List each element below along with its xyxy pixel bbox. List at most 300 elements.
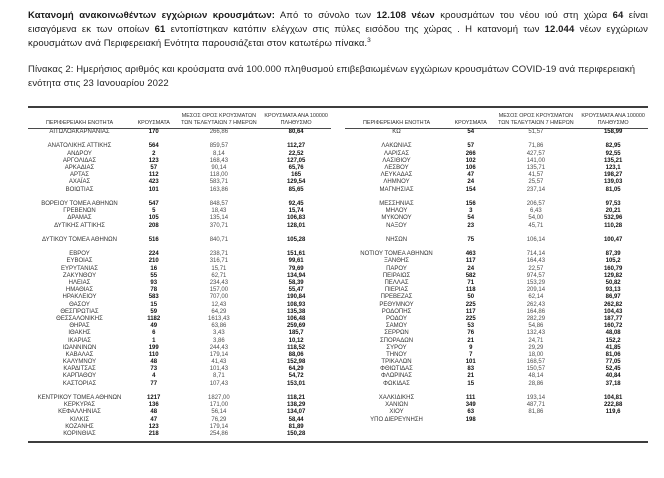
cell-per100k: 54,72 [288, 373, 304, 380]
cell-region: ΡΟΔΟΥ [386, 315, 407, 322]
cell-cases: 83 [467, 366, 475, 373]
cell-region: ΛΑΚΩΝΙΑΣ [381, 143, 412, 150]
cell-region: ΞΑΝΘΗΣ [384, 258, 409, 265]
cell-cases: 123 [148, 423, 159, 430]
cell-cases: 583 [148, 294, 159, 301]
cell-per100k: 108,93 [286, 301, 306, 308]
cell-avg7: 41,43 [211, 359, 227, 366]
cell-avg7: 81,86 [528, 409, 544, 416]
cell-region: ΛΑΣΙΘΙΟΥ [382, 157, 411, 164]
table-row [345, 309, 648, 316]
cell-per100k: 119,6 [605, 409, 621, 416]
table-row [345, 258, 648, 265]
cell-cases: 199 [148, 344, 159, 351]
cell-per100k: 222,88 [603, 402, 623, 409]
cases-table [28, 106, 648, 443]
cell-cases: 1 [152, 337, 156, 344]
cell-avg7: 101,43 [209, 366, 229, 373]
table-header-left [28, 110, 331, 129]
cell-region: ΣΕΡΡΩΝ [384, 330, 409, 337]
cell-avg7: 25,57 [528, 179, 544, 186]
cell-per100k: 65,76 [288, 165, 304, 172]
cell-avg7: 168,57 [526, 359, 546, 366]
cell-per100k: 106,48 [286, 315, 306, 322]
table-row [345, 179, 648, 186]
table-row [345, 345, 648, 352]
cell-cases: 1182 [147, 315, 161, 322]
cell-cases: 53 [467, 323, 475, 330]
table-row [28, 208, 331, 215]
cell-avg7: 18,43 [211, 208, 227, 215]
group-separator [345, 244, 648, 251]
cell-region: ΤΗΝΟΥ [386, 351, 407, 358]
cell-region: ΝΟΤΙΟΥ ΤΟΜΕΑ ΑΘΗΝΩΝ [360, 251, 433, 258]
table-row [28, 258, 331, 265]
table-row [28, 395, 331, 402]
cell-cases: 47 [467, 172, 475, 179]
cell-per100k: 135,38 [286, 308, 306, 315]
cell-cases: 349 [465, 402, 476, 409]
cell-per100k: 81,05 [605, 186, 621, 193]
cell-avg7: 118,00 [209, 172, 228, 179]
cell-region: ΣΑΜΟΥ [385, 323, 408, 330]
cell-cases: 564 [148, 143, 159, 150]
cell-region: ΜΕΣΣΗΝΙΑΣ [379, 200, 414, 207]
cell-avg7: 163,86 [209, 186, 229, 193]
cell-per100k: 152,2 [605, 337, 621, 344]
cell-avg7: 62,14 [528, 294, 544, 301]
cell-avg7: 3,86 [213, 337, 225, 344]
table-row [28, 309, 331, 316]
cell-region: ΠΙΕΡΙΑΣ [384, 287, 409, 294]
cell-avg7: 54,00 [528, 215, 544, 222]
cell-region: ΣΥΡΟΥ [386, 344, 407, 351]
table-row [28, 359, 331, 366]
cell-region: ΗΡΑΚΛΕΙΟΥ [62, 294, 97, 301]
cell-per100k: 134,94 [286, 272, 306, 279]
cell-avg7: 1613,43 [208, 315, 230, 322]
cell-per100k: 20,21 [605, 208, 621, 215]
cell-avg7: 64,29 [211, 308, 227, 315]
cell-per100k: 153,01 [286, 380, 306, 387]
table-row [345, 352, 648, 359]
cell-region: ΙΩΑΝΝΙΝΩΝ [62, 344, 97, 351]
cell-avg7: 28,86 [528, 380, 544, 387]
table-row [28, 417, 331, 424]
cell-avg7: 171,00 [209, 402, 229, 409]
table-row [345, 337, 648, 344]
table-row [28, 215, 331, 222]
cell-per100k: 10,12 [288, 337, 304, 344]
cell-per100k: 150,28 [286, 430, 306, 437]
cell-per100k: 58,44 [288, 416, 304, 423]
cell-avg7: 266,86 [209, 129, 229, 136]
cell-per100k: 93,13 [605, 287, 621, 294]
cell-per100k: 41,85 [605, 344, 621, 351]
cell-per100k: 104,43 [603, 308, 623, 315]
cell-avg7: 168,43 [209, 157, 229, 164]
cell-avg7: 54,86 [528, 323, 544, 330]
cell-region: ΑΝΔΡΟΥ [67, 150, 92, 157]
cell-avg7: 254,86 [209, 430, 229, 437]
cell-per100k: 97,53 [605, 200, 621, 207]
table-row [28, 366, 331, 373]
cell-region: ΙΚΑΡΙΑΣ [67, 337, 92, 344]
cell-cases: 154 [465, 186, 476, 193]
cell-avg7: 237,14 [526, 186, 546, 193]
cell-per100k: 80,64 [288, 129, 304, 136]
table-row [345, 237, 648, 244]
cell-avg7: 848,57 [209, 200, 229, 207]
cell-avg7: 8,71 [213, 373, 225, 380]
cell-per100k: 198,27 [603, 172, 623, 179]
cell-region: ΚΙΛΚΙΣ [69, 416, 90, 423]
table-row [28, 280, 331, 287]
cell-region: ΘΕΣΣΑΛΟΝΙΚΗΣ [56, 315, 103, 322]
cell-region: ΚΑΣΤΟΡΙΑΣ [62, 380, 97, 387]
cell-cases: 57 [150, 165, 158, 172]
cell-avg7: 48,14 [528, 373, 544, 380]
cell-region: ΚΩ [392, 129, 401, 136]
cell-avg7: 179,14 [209, 351, 229, 358]
column-header-cases: ΚΡΟΥΣΜΑΤΑ [454, 119, 487, 126]
cell-cases: 73 [150, 366, 158, 373]
cell-cases: 423 [148, 179, 159, 186]
table-header-right [345, 110, 648, 129]
cell-cases: 112 [148, 172, 159, 179]
cell-region: ΧΑΝΙΩΝ [385, 402, 408, 409]
cell-region: ΚΑΡΠΑΘΟΥ [62, 373, 97, 380]
cell-region: ΠΑΡΟΥ [386, 265, 407, 272]
cell-region: ΒΟΙΩΤΙΑΣ [65, 186, 94, 193]
cell-avg7: 238,71 [209, 251, 229, 258]
cell-cases: 75 [467, 236, 475, 243]
cell-cases: 117 [465, 258, 476, 265]
cell-per100k: 151,61 [286, 251, 306, 258]
cell-per100k: 160,72 [603, 323, 623, 330]
cell-cases: 23 [467, 222, 475, 229]
cell-region: ΕΥΡΥΤΑΝΙΑΣ [61, 265, 98, 272]
table-row [345, 316, 648, 323]
cell-avg7: 135,71 [526, 165, 546, 172]
cell-cases: 117 [465, 308, 476, 315]
table-row [28, 151, 331, 158]
cell-region: ΚΟΖΑΝΗΣ [65, 423, 94, 430]
cell-per100k: 64,29 [288, 366, 304, 373]
cell-avg7: 153,29 [526, 280, 546, 287]
cell-region: ΛΕΣΒΟΥ [384, 165, 409, 172]
cell-per100k: 40,84 [605, 373, 621, 380]
cell-region: ΡΕΘΥΜΝΟΥ [379, 301, 414, 308]
table-row [28, 302, 331, 309]
cell-avg7: 244,43 [209, 344, 229, 351]
table-row [345, 302, 648, 309]
cell-region: ΦΘΙΩΤΙΔΑΣ [380, 366, 413, 373]
cell-per100k: 139,03 [603, 179, 623, 186]
cell-per100k: 134,07 [286, 409, 306, 416]
table-row [28, 409, 331, 416]
table-row [28, 273, 331, 280]
cell-avg7: 76,29 [211, 416, 227, 423]
cell-avg7: 262,43 [526, 301, 546, 308]
cell-region: ΜΗΛΟΥ [385, 208, 408, 215]
cell-per100k: 138,29 [286, 402, 306, 409]
cell-region: ΚΑΡΔΙΤΣΑΣ [63, 366, 96, 373]
table-row [28, 330, 331, 337]
cell-cases: 582 [465, 272, 476, 279]
group-separator [28, 194, 331, 201]
cell-per100k: 532,96 [603, 215, 623, 222]
cell-cases: 102 [465, 157, 476, 164]
group-separator [345, 194, 648, 201]
table-row [345, 273, 648, 280]
cell-cases: 57 [467, 143, 475, 150]
cell-avg7: 6,43 [530, 208, 542, 215]
cell-avg7: 18,00 [528, 351, 544, 358]
cell-cases: 106 [465, 165, 476, 172]
cell-per100k: 92,45 [288, 200, 304, 207]
table-row [345, 395, 648, 402]
table-row [28, 323, 331, 330]
cell-per100k: 48,08 [605, 330, 621, 337]
cell-cases: 76 [467, 330, 475, 337]
cell-avg7: 15,71 [211, 265, 227, 272]
cell-cases: 105 [148, 215, 159, 222]
cell-per100k: 106,83 [286, 215, 306, 222]
cell-cases: 54 [467, 215, 475, 222]
cell-cases: 111 [466, 395, 476, 402]
cell-per100k: 86,97 [605, 294, 621, 301]
cell-cases: 47 [150, 416, 158, 423]
cell-cases: 208 [148, 222, 159, 229]
cell-per100k: 123,1 [605, 165, 621, 172]
table-row [28, 352, 331, 359]
cell-cases: 15 [467, 380, 475, 387]
cell-avg7: 51,57 [528, 129, 544, 136]
table-row [28, 237, 331, 244]
table-row [345, 409, 648, 416]
cell-cases: 1217 [147, 395, 161, 402]
cell-avg7: 106,14 [526, 236, 546, 243]
cell-region: ΦΩΚΙΔΑΣ [383, 380, 410, 387]
cell-avg7: 974,57 [526, 272, 546, 279]
cell-cases: 225 [465, 315, 476, 322]
cell-avg7: 164,43 [526, 258, 546, 265]
cell-per100k: 160,79 [603, 265, 623, 272]
table-row [345, 129, 648, 136]
table-row [345, 201, 648, 208]
cell-cases: 15 [150, 301, 158, 308]
column-header-per100k: ΚΡΟΥΣΜΑΤΑ ΑΝΑ 100000 ΠΛΗΘΥΣΜΟ [264, 113, 328, 126]
cell-avg7: 132,43 [526, 330, 546, 337]
cell-per100k: 158,99 [603, 129, 623, 136]
table-body-right [345, 129, 648, 424]
cell-region: ΑΝΑΤΟΛΙΚΗΣ ΑΤΤΙΚΗΣ [47, 143, 112, 150]
cell-region: ΚΟΡΙΝΘΙΑΣ [63, 430, 96, 437]
table-row [345, 373, 648, 380]
cell-region: ΠΡΕΒΕΖΑΣ [380, 294, 413, 301]
cell-per100k: 105,28 [286, 236, 306, 243]
cell-avg7: 22,57 [528, 265, 544, 272]
cell-per100k: 77,05 [605, 359, 621, 366]
cell-region: ΑΡΤΑΣ [70, 172, 89, 179]
table-row [345, 165, 648, 172]
column-header-avg7: ΜΕΣΟΣ ΟΡΟΣ ΚΡΟΥΣΜΑΤΩΝ ΤΩΝ ΤΕΛΕΥΤΑΙΩΝ 7 ΗΜΕΡΩΝ [498, 113, 574, 126]
cell-avg7: 206,57 [526, 200, 546, 207]
column-header-avg7: ΜΕΣΟΣ ΟΡΟΣ ΚΡΟΥΣΜΑΤΩΝ ΤΩΝ ΤΕΛΕΥΤΑΙΩΝ 7 ΗΜΕΡΩΝ [181, 113, 257, 126]
cell-region: ΕΥΒΟΙΑΣ [66, 258, 93, 265]
cell-avg7: 209,14 [526, 287, 546, 294]
cell-per100k: 88,06 [288, 351, 304, 358]
cell-per100k: 50,82 [605, 280, 621, 287]
cell-per100k: 99,61 [288, 258, 304, 265]
table-row [345, 215, 648, 222]
cell-avg7: 193,14 [526, 395, 546, 402]
cell-cases: 77 [150, 380, 158, 387]
cell-per100k: 81,06 [605, 351, 621, 358]
cell-region: ΒΟΡΕΙΟΥ ΤΟΜΕΑ ΑΘΗΝΩΝ [41, 200, 118, 207]
cell-region: ΑΙΤΩΛΟΑΚΑΡΝΑΝΙΑΣ [49, 129, 110, 136]
cell-per100k: 55,47 [288, 287, 304, 294]
cell-per100k: 187,77 [603, 315, 623, 322]
table-row [28, 179, 331, 186]
cell-cases: 16 [150, 265, 158, 272]
cell-avg7: 840,71 [209, 236, 229, 243]
cell-region: ΑΡΚΑΔΙΑΣ [64, 165, 95, 172]
table-row [345, 208, 648, 215]
cell-avg7: 150,57 [526, 366, 546, 373]
cell-per100k: 82,95 [605, 143, 621, 150]
cell-cases: 4 [152, 373, 156, 380]
cell-cases: 118 [465, 287, 476, 294]
table-row [28, 424, 331, 431]
cell-cases: 224 [148, 251, 159, 258]
cell-per100k: 118,52 [287, 344, 306, 351]
cell-region: ΚΕΝΤΡΙΚΟΥ ΤΟΜΕΑ ΑΘΗΝΩΝ [37, 395, 122, 402]
cell-avg7: 62,71 [211, 272, 227, 279]
table-row [345, 359, 648, 366]
cell-cases: 7 [469, 351, 473, 358]
cell-per100k: 92,55 [605, 150, 621, 157]
table-row [28, 187, 331, 194]
table-row [28, 337, 331, 344]
cell-avg7: 135,14 [209, 215, 229, 222]
cell-region: ΔΥΤΙΚΟΥ ΤΟΜΕΑ ΑΘΗΝΩΝ [42, 236, 117, 243]
cell-region: ΕΒΡΟΥ [69, 251, 90, 258]
group-separator [28, 230, 331, 237]
cell-cases: 21 [467, 337, 475, 344]
cell-region: ΜΥΚΟΝΟΥ [381, 215, 412, 222]
table-row [28, 294, 331, 301]
cell-cases: 55 [150, 272, 158, 279]
cell-per100k: 15,74 [288, 208, 304, 215]
table-row [345, 287, 648, 294]
cell-region: ΧΙΟΥ [389, 409, 404, 416]
cell-per100k: 87,39 [605, 251, 621, 258]
group-separator [28, 244, 331, 251]
cell-cases: 24 [467, 179, 475, 186]
cell-region: ΚΕΡΚΥΡΑΣ [63, 402, 96, 409]
cell-cases: 2 [152, 150, 156, 157]
cell-cases: 101 [465, 359, 476, 366]
cell-avg7: 63,86 [211, 323, 227, 330]
table-row [345, 366, 648, 373]
cell-cases: 170 [148, 129, 159, 136]
cell-avg7: 29,29 [528, 344, 544, 351]
cell-region: ΛΕΥΚΑΔΑΣ [380, 172, 413, 179]
table-left-half [28, 110, 331, 438]
cell-cases: 93 [150, 280, 158, 287]
cell-avg7: 316,71 [209, 258, 229, 265]
cell-region: ΚΕΦΑΛΛΗΝΙΑΣ [58, 409, 101, 416]
cell-cases: 123 [148, 157, 159, 164]
cell-cases: 101 [148, 186, 159, 193]
cell-cases: 210 [148, 258, 159, 265]
cell-region: ΗΛΕΙΑΣ [68, 280, 91, 287]
cell-per100k: 262,82 [603, 301, 623, 308]
cell-region: ΣΠΟΡΑΔΩΝ [379, 337, 414, 344]
cell-avg7: 234,43 [209, 280, 229, 287]
table-row [28, 251, 331, 258]
cell-region: ΥΠΟ ΔΙΕΡΕΥΝΗΣΗ [370, 416, 423, 423]
cell-avg7: 12,43 [211, 301, 227, 308]
cell-region: ΤΡΙΚΑΛΩΝ [381, 359, 412, 366]
cell-avg7: 90,14 [211, 165, 227, 172]
table-row [345, 266, 648, 273]
cell-region: ΛΗΜΝΟΥ [383, 179, 410, 186]
table-row [28, 129, 331, 136]
cell-cases: 49 [150, 323, 158, 330]
group-separator [345, 136, 648, 143]
cell-per100k: 37,18 [605, 380, 621, 387]
table-row [345, 402, 648, 409]
table-body-left [28, 129, 331, 438]
table-row [345, 323, 648, 330]
cell-per100k: 85,65 [288, 186, 304, 193]
cell-cases: 9 [469, 344, 473, 351]
cell-avg7: 179,14 [209, 423, 229, 430]
cell-avg7: 282,29 [526, 315, 546, 322]
table-row [345, 158, 648, 165]
cell-per100k: 52,45 [605, 366, 621, 373]
table-row [28, 165, 331, 172]
cell-region: ΙΘΑΚΗΣ [68, 330, 91, 337]
table-row [345, 187, 648, 194]
table-row [28, 381, 331, 388]
cell-avg7: 3,43 [213, 330, 225, 337]
cell-region: ΝΑΞΟΥ [386, 222, 407, 229]
table-row [28, 431, 331, 438]
column-header-cases: ΚΡΟΥΣΜΑΤΑ [137, 119, 170, 126]
cell-per100k: 105,2 [605, 258, 621, 265]
table-row [28, 316, 331, 323]
column-header-region: ΠΕΡΙΦΕΡΕΙΑΚΗ ΕΝΟΤΗΤΑ [362, 119, 431, 126]
cell-region: ΘΕΣΠΡΩΤΙΑΣ [60, 308, 99, 315]
cell-avg7: 427,57 [526, 150, 546, 157]
cell-region: ΓΡΕΒΕΝΩΝ [63, 208, 96, 215]
cell-region: ΠΕΙΡΑΙΩΣ [382, 272, 411, 279]
table-row [345, 381, 648, 388]
cell-region: ΚΑΛΥΜΝΟΥ [62, 359, 97, 366]
cell-region: ΚΑΒΑΛΑΣ [65, 351, 94, 358]
table-row [345, 330, 648, 337]
table-row [28, 201, 331, 208]
cell-avg7: 56,14 [211, 409, 227, 416]
cell-avg7: 71,86 [528, 143, 544, 150]
cell-cases: 136 [148, 402, 159, 409]
table-row [345, 417, 648, 424]
table-row [345, 222, 648, 229]
